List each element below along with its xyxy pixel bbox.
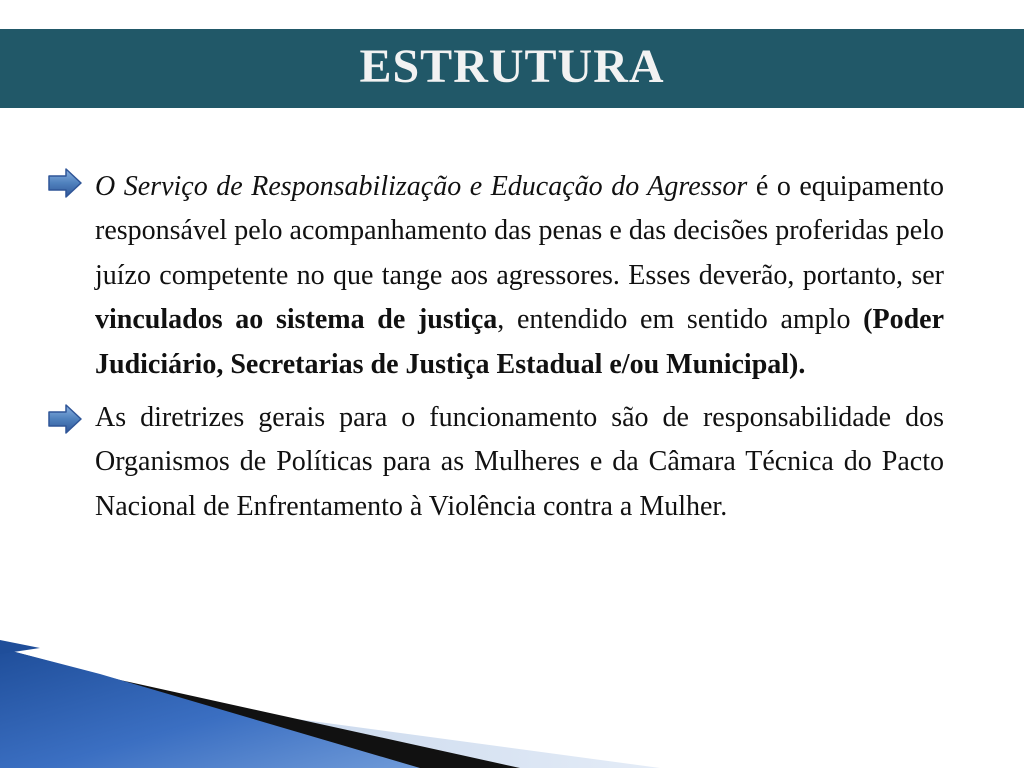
title-bar (0, 29, 1024, 108)
paragraph-1-bold-2: (Poder Judiciário, Secretarias de Justiça Estadual e/ou Municipal). (95, 304, 944, 380)
right-arrow-icon (48, 168, 82, 198)
corner-swoosh-decoration (0, 640, 660, 768)
paragraph-1-text-2: , entendido em sentido amplo (497, 304, 864, 336)
right-arrow-icon (48, 404, 82, 434)
slide-title: ESTRUTURA (359, 39, 665, 93)
service-name: O Serviço de Responsabilização e Educação do Agressor (95, 171, 748, 202)
paragraph-2 (95, 396, 944, 529)
paragraph-2-text: As diretrizes gerais para o funcionamento são de responsabilidade dos Organismos de Políticas para as Mulheres e da Câmara Técnica do Pacto Nacional de Enfrentamento à Violência contra a Mulher. (95, 402, 944, 522)
slide-content (95, 165, 944, 529)
paragraph-1-bold-1: vinculados ao sistema de justiça (95, 304, 498, 336)
paragraph-1-text-1: é o equipamento responsável pelo acompanhamento das penas e das decisões proferidas pelo juízo competente no que tange aos agressores. Esses deverão, portanto, ser (95, 171, 944, 291)
paragraph-1 (95, 165, 944, 387)
